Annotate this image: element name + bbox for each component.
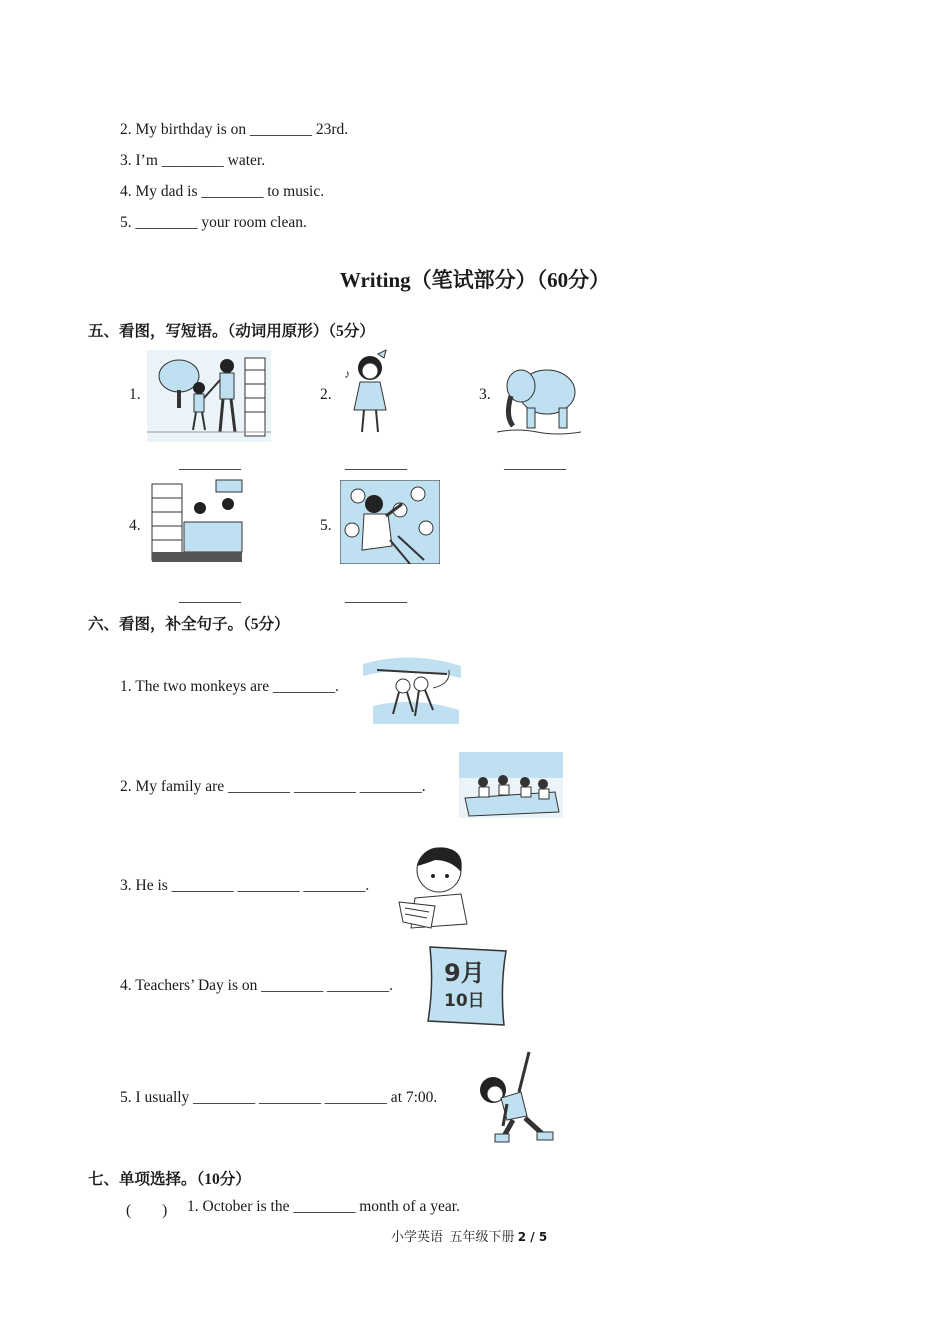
fill-line-2: 2. My birthday is on ________ 23rd. [120, 121, 349, 138]
svg-text:♪: ♪ [344, 367, 350, 381]
footer-course-label: 小学英语 五年级下册 [391, 1229, 518, 1244]
section-5-heading: 五、看图，写短语。（动词用原形）（5分） [88, 323, 375, 340]
s6-sentence-5: 5. I usually ________ ________ ________ at 7:00. [120, 1089, 438, 1106]
fill-line-5: 5. ________ your room clean. [120, 214, 307, 231]
section-6-heading: 六、看图，补全句子。（5分） [88, 616, 290, 633]
footer-page-number: 2 / 5 [517, 1230, 548, 1244]
s5-item-4-blank: ________ [179, 588, 241, 605]
s6-sentence-4: 4. Teachers’ Day is on ________ ________. [120, 977, 393, 994]
s5-item-4-number: 4. [129, 517, 141, 534]
page-footer [391, 1226, 547, 1245]
calendar-month-text: 9月 [444, 959, 485, 987]
boy-reading-picture [395, 842, 479, 930]
s5-item-2-number: 2. [320, 386, 332, 403]
writing-section-title: Writing（笔试部分）（60分） [339, 268, 611, 292]
s5-item-3-number: 3. [479, 386, 491, 403]
s5-item-1-number: 1. [129, 386, 141, 403]
s5-item-1-blank: ________ [179, 455, 241, 472]
girl-exercising-picture [467, 1046, 563, 1146]
s6-sentence-1: 1. The two monkeys are ________. [120, 678, 339, 695]
calendar-picture [424, 943, 510, 1029]
s5-item-5-blank: ________ [345, 588, 407, 605]
fill-line-3: 3. I’m ________ water. [120, 152, 266, 169]
s6-sentence-2: 2. My family are ________ ________ ________. [120, 778, 426, 795]
girl-singing-picture [340, 348, 396, 440]
s5-item-3-blank: ________ [504, 455, 566, 472]
monkeys-swinging-picture [363, 650, 461, 724]
s6-sentence-3: 3. He is ________ ________ ________. [120, 877, 370, 894]
picking-apples-picture [340, 480, 440, 564]
s5-item-2-blank: ________ [345, 455, 407, 472]
fill-line-4: 4. My dad is ________ to music. [120, 183, 325, 200]
kids-walking-picture [147, 350, 271, 442]
s7-question-1: 1. October is the ________ month of a year. [187, 1198, 460, 1215]
library-picture [150, 478, 246, 564]
section-7-heading: 七、单项选择。（10分） [88, 1171, 251, 1188]
s7-answer-paren: ( ) [126, 1202, 168, 1219]
calendar-day-text: 10日 [444, 991, 485, 1011]
family-picnic-picture [459, 752, 563, 818]
elephant-drinking-picture [497, 356, 581, 440]
s5-item-5-number: 5. [320, 517, 332, 534]
